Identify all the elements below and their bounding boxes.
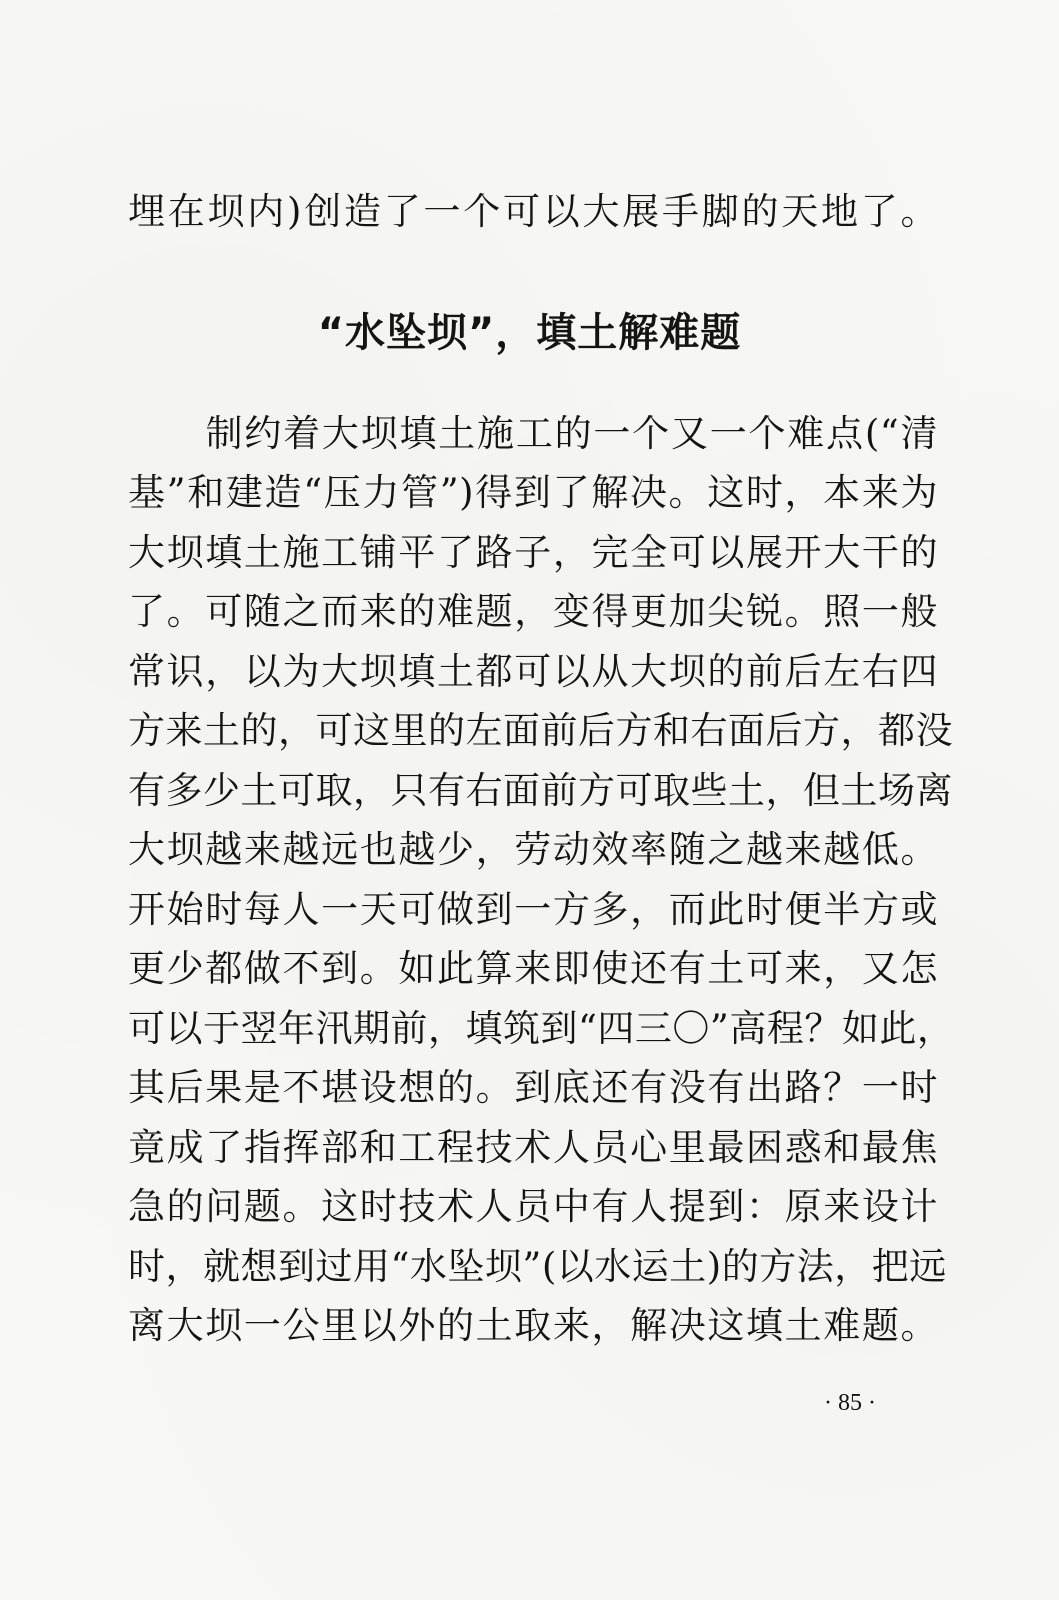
paragraph-line: 方来土的，可这里的左面前后方和右面后方，都没 <box>128 709 953 752</box>
paragraph-line: 大坝越来越远也越少，劳动效率随之越来越低。 <box>128 828 938 871</box>
paragraph-line: 竟成了指挥部和工程技术人员心里最困惑和最焦 <box>128 1126 938 1169</box>
paragraph-line: 常识，以为大坝填土都可以从大坝的前后左右四 <box>128 650 938 693</box>
paragraph-line: 大坝填土施工铺平了路子，完全可以展开大干的 <box>128 531 938 574</box>
paragraph-line: 其后果是不堪设想的。到底还有没有出路？一时 <box>128 1066 938 1109</box>
page-number: · 85 · <box>824 1390 876 1416</box>
opening-line: 埋在坝内)创造了一个可以大展手脚的天地了。 <box>128 190 938 233</box>
paragraph-line: 基”和建造“压力管”)得到了解决。这时，本来为 <box>128 471 938 514</box>
paragraph-line: 时，就想到过用“水坠坝”(以水运土)的方法，把远 <box>128 1245 947 1288</box>
paragraph-line: 开始时每人一天可做到一方多，而此时便半方或 <box>128 888 938 931</box>
paragraph-line: 急的问题。这时技术人员中有人提到：原来设计 <box>128 1185 938 1228</box>
paragraph-line: 有多少土可取，只有右面前方可取些土，但土场离 <box>128 769 953 812</box>
paragraph-line: 离大坝一公里以外的土取来，解决这填土难题。 <box>128 1304 938 1347</box>
paragraph-line: 制约着大坝填土施工的一个又一个难点(“清 <box>128 412 938 455</box>
paragraph-line: 了。可随之而来的难题，变得更加尖锐。照一般 <box>128 590 938 633</box>
paragraph-line: 可以于翌年汛期前，填筑到“四三〇”高程？如此， <box>128 1007 955 1050</box>
paragraph-line: 更少都做不到。如此算来即使还有土可来，又怎 <box>128 947 938 990</box>
section-heading: “水坠坝”，填土解难题 <box>317 310 742 356</box>
